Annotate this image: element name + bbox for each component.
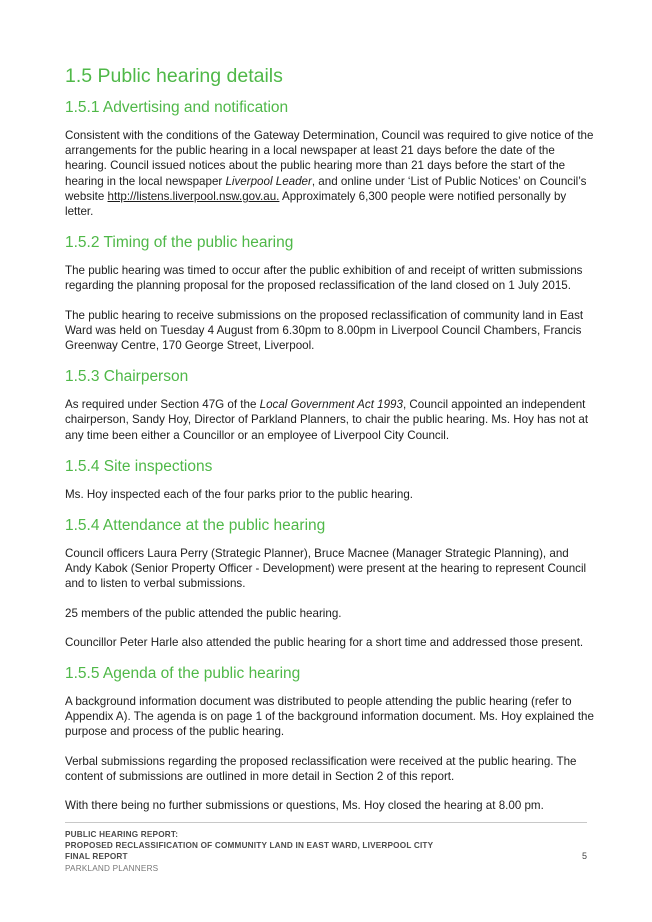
subsection-title-advertising: 1.5.1 Advertising and notification (65, 99, 289, 116)
subsection-title-attendance: 1.5.4 Attendance at the public hearing (65, 517, 326, 535)
page-footer (65, 829, 587, 874)
section-heading: 1.5 Public hearing details (65, 65, 283, 87)
text-run: Consistent with the conditions of the Gateway Determination, Council was required to give notice of the arrangements for the public hearing in a local newspaper at least 21 days before the date of the hearing. Council issued notices about the public hearing more than 21 days before the start of the hearing in the local newspaper (65, 129, 594, 188)
subsection-title-timing: 1.5.2 Timing of the public hearing (65, 234, 294, 252)
footer-author: PARKLAND PLANNERS (65, 863, 159, 873)
text-run: , and online under ‘List of Public Notices’ on Council’s website (65, 174, 587, 203)
footer-report-type: PUBLIC HEARING REPORT: (65, 830, 179, 839)
paragraph-attendance-3: Councillor Peter Harle also attended the public hearing for a short time and addressed those present. (65, 635, 584, 649)
paragraph-site-inspections: Ms. Hoy inspected each of the four parks prior to the public hearing. (65, 487, 413, 501)
paragraph-agenda-3: With there being no further submissions or questions, Ms. Hoy closed the hearing at 8.00 pm. (65, 799, 544, 813)
paragraph-attendance-1: Council officers Laura Perry (Strategic Planner), Bruce Macnee (Manager Strategic Planning), and Andy Kabok (Senior Property Officer - Development) were present at the hearing to represent Council and to listen to verbal submissions. (65, 547, 587, 591)
subsection-title-site-inspections: 1.5.4 Site inspections (65, 457, 213, 475)
subsection-title-agenda: 1.5.5 Agenda of the public hearing (65, 665, 301, 683)
paragraph-agenda-2: Verbal submissions regarding the proposed reclassification were received at the public hearing. The content of submissions are outlined in more detail in Section 2 of this report. (65, 754, 577, 783)
page-content (65, 64, 595, 827)
footer-divider (65, 822, 587, 823)
paragraph-timing-2: The public hearing to receive submissions on the proposed reclassification of community land in East Ward was held on Tuesday 4 August from 6.30pm to 8.00pm in Liverpool Council Chambers, Francis Greenway Centre, 170 George Street, Liverpool. (65, 308, 584, 353)
footer-report-status: FINAL REPORT (65, 852, 128, 862)
subsection-title-chairperson: 1.5.3 Chairperson (65, 368, 189, 386)
paragraph-advertising (65, 128, 595, 219)
italic-act-name: Local Government Act 1993 (259, 398, 403, 412)
italic-newspaper-name: Liverpool Leader (225, 174, 312, 188)
text-run: , Council appointed an independent chairperson, Sandy Hoy, Director of Parkland Planners, to chair the public hearing. Ms. Hoy has not at any time been either a Councillor or an employee of Liverpool City Council. (65, 398, 589, 442)
text-run: As required under Section 47G of the (65, 398, 260, 412)
text-run: Approximately 6,300 people were notified personally by letter. (65, 189, 567, 219)
paragraph-attendance-2: 25 members of the public attended the public hearing. (65, 606, 342, 620)
paragraph-timing-1: The public hearing was timed to occur after the public exhibition of and receipt of written submissions regarding the planning proposal for the proposed reclassification of the land closed on 1 July 2015. (65, 264, 583, 293)
paragraph-agenda-1: A background information document was distributed to people attending the public hearing (refer to Appendix A). The agenda is on page 1 of the background information document. Ms. Hoy explained the purpose and process of the public hearing. (65, 695, 594, 739)
website-link[interactable]: http://listens.liverpool.nsw.gov.au. (107, 189, 280, 203)
footer-report-title: PROPOSED RECLASSIFICATION OF COMMUNITY LAND IN EAST WARD, LIVERPOOL CITY (65, 841, 434, 851)
paragraph-chairperson (65, 397, 595, 443)
page-number: 5 (581, 851, 587, 861)
